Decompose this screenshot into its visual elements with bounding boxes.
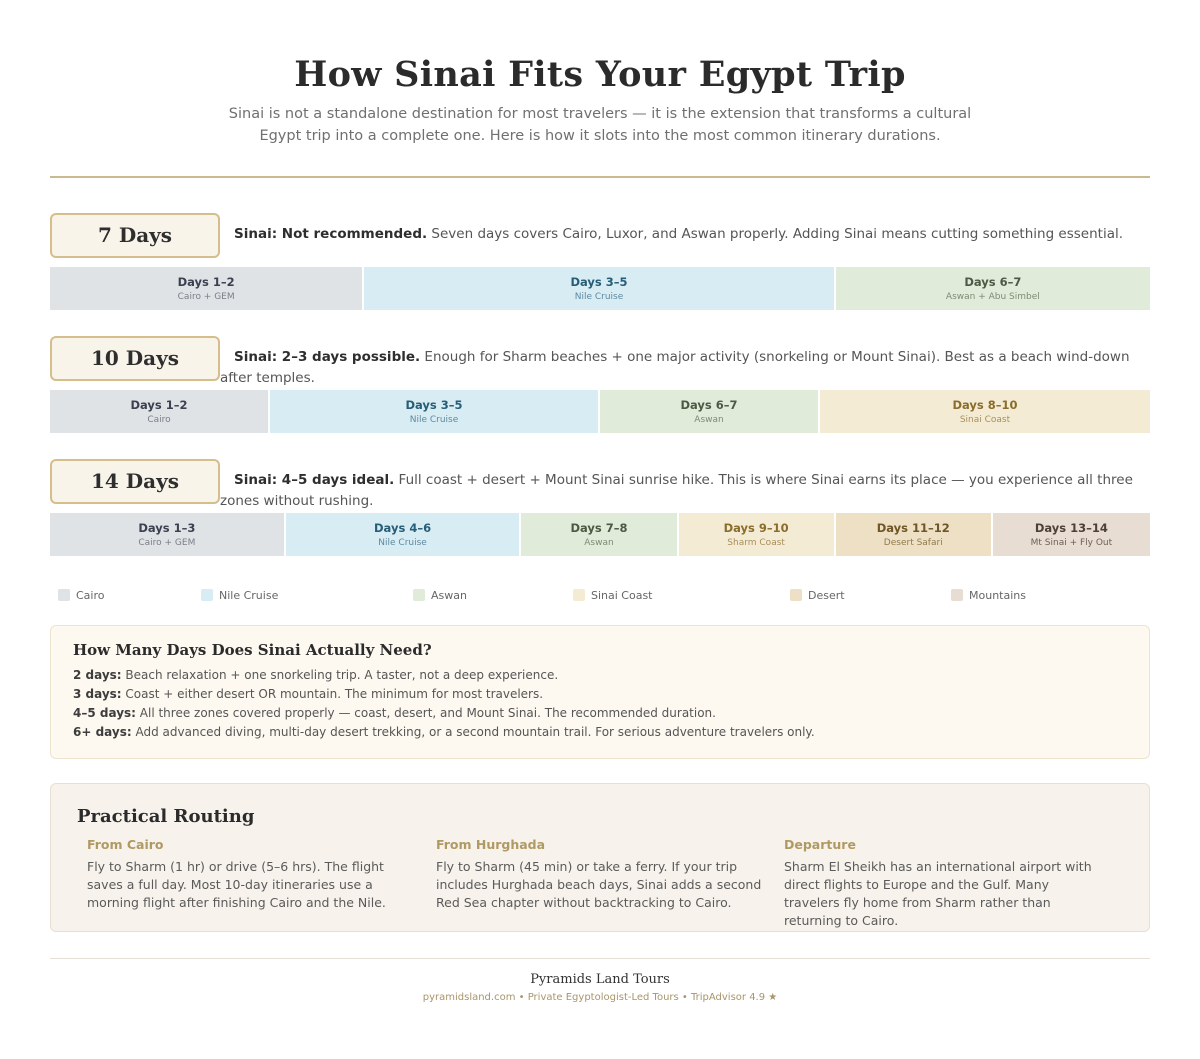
route-heading: From Cairo [87,837,164,852]
legend-label: Nile Cruise [219,589,279,602]
page-title: How Sinai Fits Your Egypt Trip [294,54,906,95]
footer-meta: pyramidsland.com • Private Egyptologist-Led Tours • TripAdvisor 4.9 ★ [422,992,778,1003]
itinerary-segment [50,513,286,556]
segment-place: Aswan + Abu Simbel [945,291,1040,302]
segment-days: Days 1–2 [177,274,235,289]
legend-item-sinai-coast [573,589,653,603]
duration-badge: 7 Days [50,213,220,258]
segment-place: Mt Sinai + Fly Out [1030,537,1113,548]
panel-title: How Many Days Does Sinai Actually Need? [73,641,432,659]
legend-swatch [790,589,802,601]
legend-swatch [573,589,585,601]
footer-brand: Pyramids Land Tours [530,972,670,987]
trip-description [220,347,1150,389]
itinerary-bar [50,390,1150,433]
route-text: Fly to Sharm (1 hr) or drive (5–6 hrs). The flight saves a full day. Most 10-day itineraries use a morning flight after finishing Cairo and the Nile. [87,859,386,910]
trip-detail: Seven days covers Cairo, Luxor, and Aswan properly. Adding Sinai means cutting something essential. [427,226,1124,242]
segment-place: Sharm Coast [727,537,785,548]
itinerary-bar [50,513,1150,556]
legend-item-desert [790,589,845,603]
trip-verdict: Sinai: 4–5 days ideal. [234,472,395,488]
legend-swatch [951,589,963,601]
duration-badge: 10 Days [50,336,220,381]
itinerary-segment [50,267,364,310]
list-item [73,704,1127,723]
itinerary-segment [679,513,836,556]
itinerary-segment [836,513,993,556]
page-subtitle: Sinai is not a standalone destination for most travelers — it is the extension that transforms a cultural Egypt trip into a complete one. Here is how it slots into the most common itinerary durations. [228,106,972,144]
route-from-hurghada [436,837,768,912]
segment-place: Aswan [584,537,614,548]
legend-item-aswan [413,589,467,603]
list-item-key: 3 days: [73,687,122,701]
list-item-text: Coast + either desert OR mountain. The minimum for most travelers. [121,687,544,701]
list-item-text: Add advanced diving, multi-day desert trekking, or a second mountain trail. For serious adventure travelers only. [131,725,815,739]
itinerary-segment [993,513,1150,556]
legend-label: Mountains [969,589,1026,602]
list-item [73,685,1127,704]
header-divider [50,176,1150,178]
footer-divider [50,958,1150,959]
segment-place: Aswan [694,414,724,425]
segment-days: Days 8–10 [952,397,1018,412]
legend-label: Desert [808,589,845,602]
trip-detail: Enough for Sharm beaches + one major activity (snorkeling or Mount Sinai). Best as a beach wind-down after temples. [220,349,1130,386]
segment-days: Days 7–8 [570,520,628,535]
trip-verdict: Sinai: 2–3 days possible. [234,349,421,365]
trip-detail: Full coast + desert + Mount Sinai sunrise hike. This is where Sinai earns its place — you experience all three zones without rushing. [220,472,1133,509]
segment-days: Days 3–5 [570,274,628,289]
days-needed-panel [50,625,1150,759]
segment-days: Days 1–3 [138,520,196,535]
segment-days: Days 6–7 [964,274,1022,289]
zone-legend [58,589,1150,603]
segment-place: Nile Cruise [409,414,459,425]
legend-swatch [58,589,70,601]
route-heading: From Hurghada [436,837,546,852]
segment-days: Days 4–6 [374,520,432,535]
segment-place: Cairo + GEM [177,291,235,302]
route-text: Sharm El Sheikh has an international airport with direct flights to Europe and the Gulf. Many travelers fly home from Sharm rather than returning to Cairo. [784,859,1092,928]
legend-label: Cairo [76,589,105,602]
list-item-text: Beach relaxation + one snorkeling trip. A taster, not a deep experience. [121,668,559,682]
routing-panel [50,783,1150,932]
route-from-cairo [87,837,419,912]
legend-item-mountains [951,589,1026,603]
panel-title: Practical Routing [77,806,255,827]
itinerary-bar [50,267,1150,310]
segment-days: Days 11–12 [876,520,950,535]
list-item-key: 4–5 days: [73,706,136,720]
legend-label: Sinai Coast [591,589,653,602]
route-heading: Departure [784,837,856,852]
segment-place: Sinai Coast [959,414,1011,425]
list-item-text: All three zones covered properly — coast, desert, and Mount Sinai. The recommended duration. [135,706,716,720]
segment-place: Desert Safari [883,537,943,548]
trip-description [220,224,1150,245]
legend-item-cairo [58,589,105,603]
itinerary-segment [820,390,1150,433]
legend-swatch [413,589,425,601]
trip-verdict: Sinai: Not recommended. [234,226,428,242]
itinerary-segment [286,513,522,556]
itinerary-segment [600,390,820,433]
legend-label: Aswan [431,589,467,602]
segment-days: Days 13–14 [1034,520,1108,535]
segment-days: Days 6–7 [680,397,738,412]
segment-days: Days 9–10 [723,520,789,535]
legend-swatch [201,589,213,601]
segment-place: Nile Cruise [574,291,624,302]
route-departure [784,837,1104,930]
list-item-key: 6+ days: [73,725,132,739]
legend-item-nile-cruise [201,589,278,603]
itinerary-segment [50,390,270,433]
segment-place: Cairo [147,414,171,425]
route-text: Fly to Sharm (45 min) or take a ferry. If your trip includes Hurghada beach days, Sinai adds a second Red Sea chapter without backtracking to Cairo. [436,859,762,910]
segment-days: Days 1–2 [130,397,188,412]
itinerary-segment [836,267,1150,310]
segment-place: Cairo + GEM [138,537,196,548]
trip-description [220,470,1150,512]
list-item [73,723,1127,742]
list-item-key: 2 days: [73,668,122,682]
segment-days: Days 3–5 [405,397,463,412]
itinerary-segment [270,390,600,433]
duration-badge: 14 Days [50,459,220,504]
segment-place: Nile Cruise [378,537,427,548]
list-item [73,666,1127,685]
itinerary-segment [521,513,678,556]
itinerary-segment [364,267,835,310]
